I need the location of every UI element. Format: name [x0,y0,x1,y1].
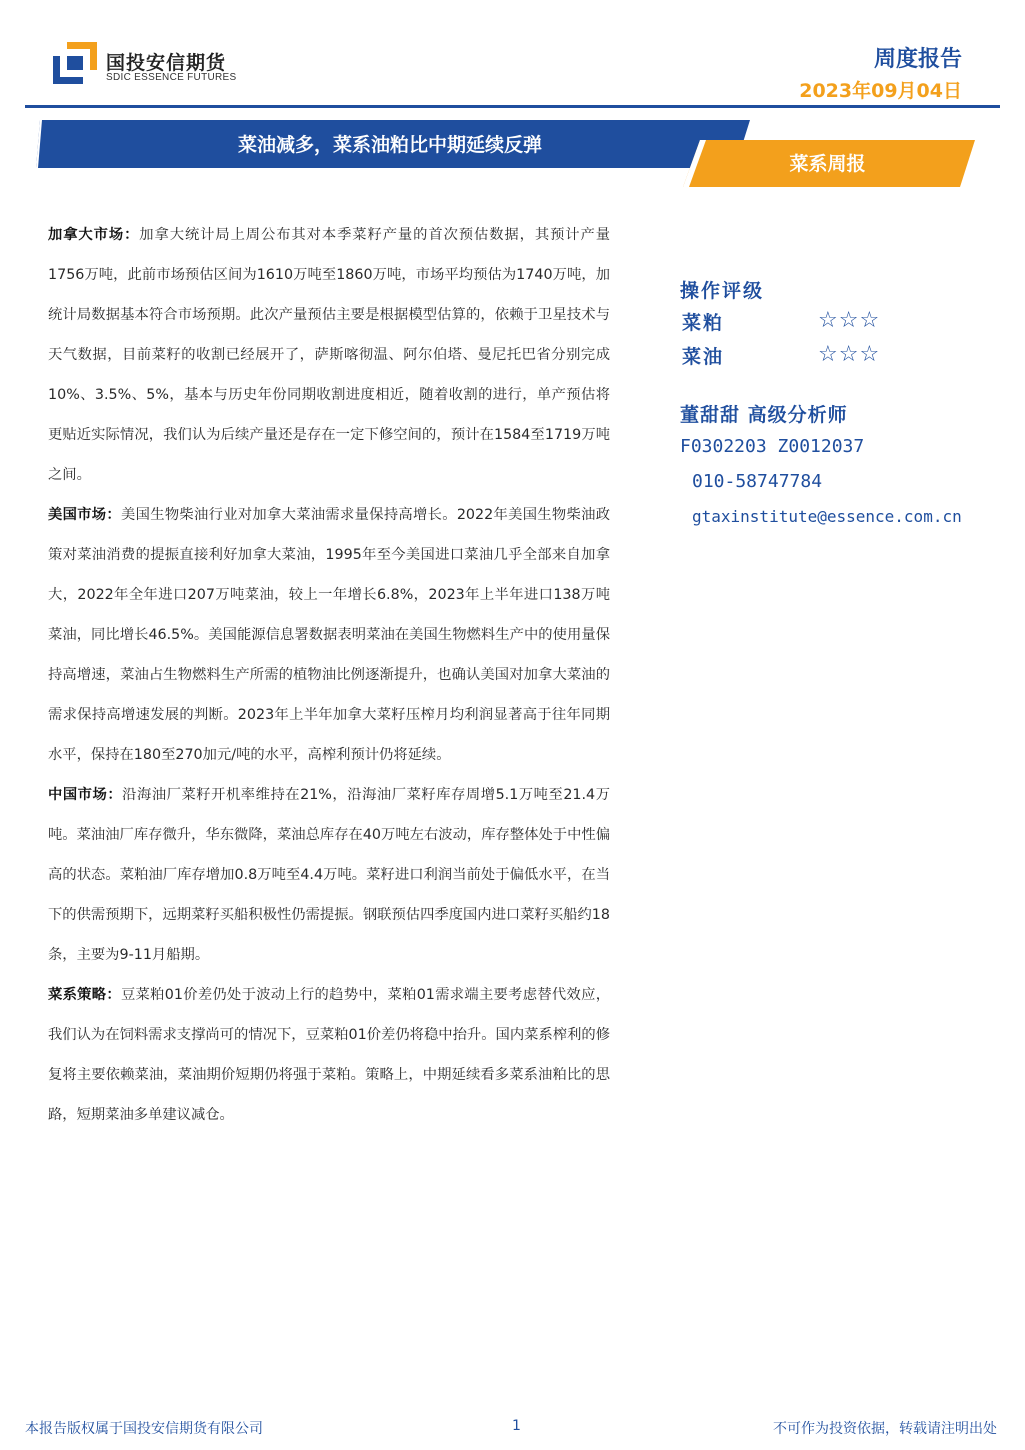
report-type: 周度报告 [873,47,962,72]
report-headline: 菜油减多，菜系油粕比中期延续反弹 [237,134,542,156]
paragraph-heading: 美国市场： [48,507,122,523]
star-rating-icon: ☆☆☆ [818,308,881,333]
rating-name: 菜粕 [682,312,725,334]
paragraph-text: 加拿大统计局上周公布其对本季菜籽产量的首次预估数据，其预计产量1756万吨，此前市场预估区间为1610万吨至1860万吨，市场平均预估为1740万吨，加统计局数据基本符合市场预期。此次产量预估主要是根据模型估算的，依赖于卫星技术与天气数据，目前菜籽的收割已经展开了，萨斯喀彻温、阿尔伯塔、曼尼托巴省分别完成10%、3.5%、5%，基本与历史年份同期收割进度相近，随着收割的进行，单产预估将更贴近实际情况，我们认为后续产量还是存在一定下修空间的，预计在1584至1719万吨之间。 [48,227,611,483]
report-series-tag: 菜系周报 [789,153,866,175]
paragraph-strategy [48,975,610,1135]
company-name-cn: 国投安信期货 [106,52,227,74]
company-name-en: SDIC ESSENCE FUTURES [106,72,237,83]
report-date: 2023年09月04日 [799,80,962,102]
paragraph-china [48,775,610,975]
paragraph-text: 美国生物柴油行业对加拿大菜油需求量保持高增长。2022年美国生物柴油政策对菜油消费的提振直接利好加拿大菜油，1995年至今美国进口菜油几乎全部来自加拿大，2022年全年进口207万吨菜油，较上一年增长6.8%，2023年上半年进口138万吨菜油，同比增长46.5%。美国能源信息署数据表明菜油在美国生物燃料生产中的使用量保持高增速，菜油占生物燃料生产所需的植物油比例逐渐提升，也确认美国对加拿大菜油的需求保持高增速发展的判断。2023年上半年加拿大菜籽压榨月均利润显著高于往年同期水平，保持在180至270加元/吨的水平，高榨利预计仍将延续。 [48,507,611,763]
paragraph-text: 沿海油厂菜籽开机率维持在21%，沿海油厂菜籽库存周增5.1万吨至21.4万吨。菜油油厂库存微升，华东微降，菜油总库存在40万吨左右波动，库存整体处于中性偏高的状态。菜粕油厂库存增加0.8万吨至4.4万吨。菜籽进口利润当前处于偏低水平，在当下的供需预期下，远期菜籽买船积极性仍需提振。钢联预估四季度国内进口菜籽买船约18条，主要为9-11月船期。 [48,787,610,963]
paragraph-usa [48,495,610,775]
analyst-license-ids: F0302203 Z0012037 [680,436,865,457]
rating-title: 操作评级 [680,280,765,302]
paragraph-text: 豆菜粕01价差仍处于波动上行的趋势中，菜粕01需求端主要考虑替代效应，我们认为在饲料需求支撑尚可的情况下，豆菜粕01价差仍将稳中抬升。国内菜系榨利的修复将主要依赖菜油，菜油期价短期仍将强于菜粕。策略上，中期延续看多菜系油粕比的思路，短期菜油多单建议减仓。 [48,987,610,1123]
paragraph-heading: 菜系策略： [48,987,121,1003]
paragraph-canada [48,215,610,495]
footer-copyright: 本报告版权属于国投安信期货有限公司 [25,1421,263,1437]
report-body [48,215,610,1135]
analyst-phone: 010-58747784 [692,471,823,492]
rating-row-rapeseed-oil [680,342,900,372]
star-rating-icon: ☆☆☆ [818,342,881,367]
rating-name: 菜油 [682,346,725,368]
analyst-email-link[interactable]: gtaxinstitute@essence.com.cn [692,507,962,526]
paragraph-heading: 中国市场： [48,787,123,803]
footer-disclaimer: 不可作为投资依据，转载请注明出处 [773,1421,997,1437]
company-logo-icon [53,42,97,84]
analyst-name: 董甜甜 高级分析师 [680,404,848,426]
header-divider [25,105,1000,108]
rating-row-rapeseed-meal [680,308,900,338]
page-number: 1 [512,1418,521,1434]
paragraph-heading: 加拿大市场： [48,227,140,243]
